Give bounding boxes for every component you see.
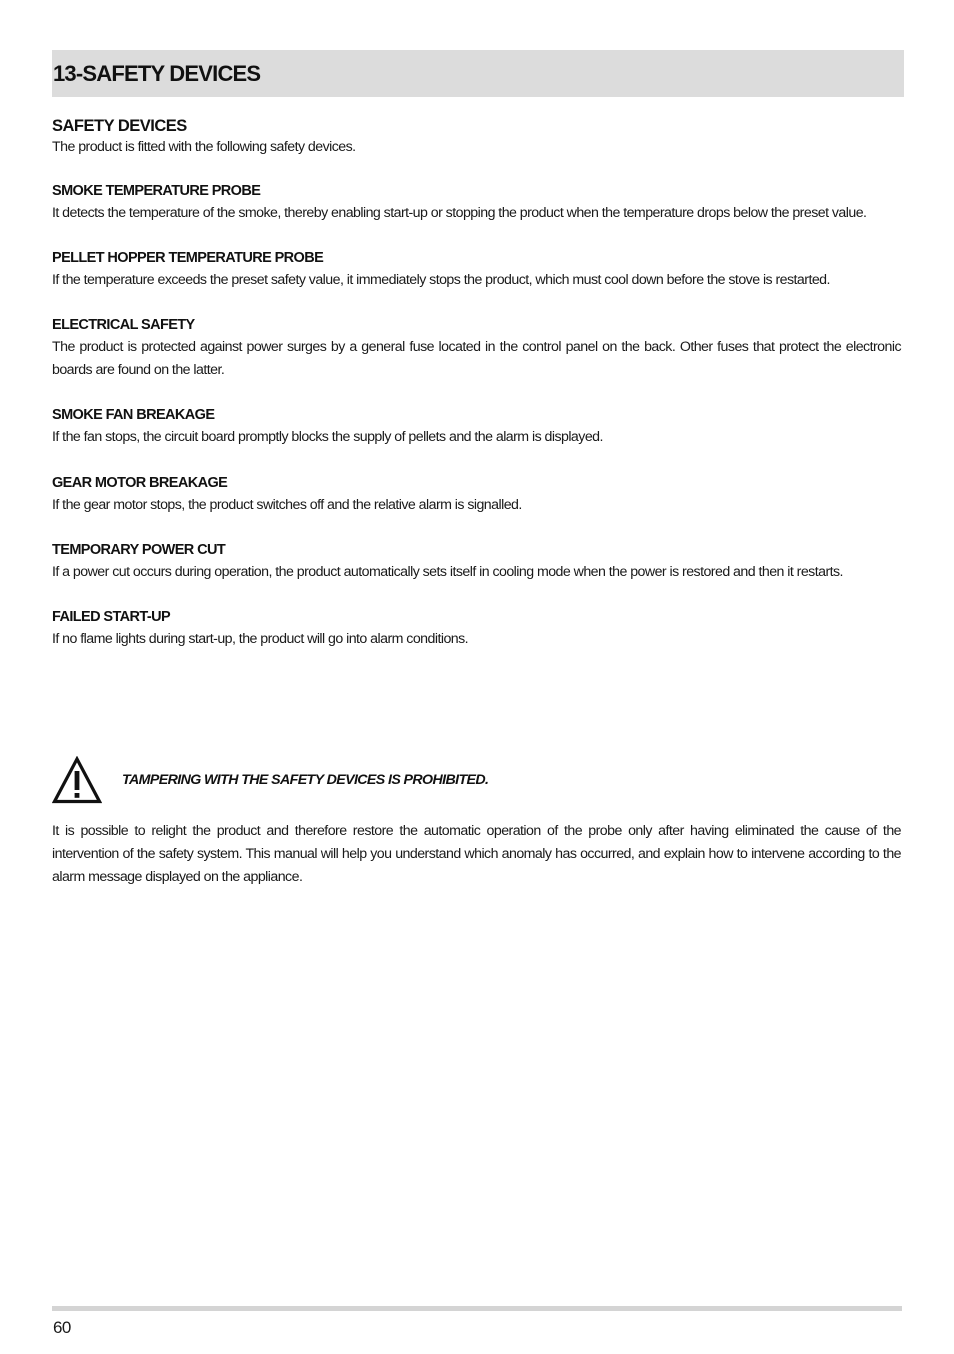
- section-title: TEMPORARY POWER CUT: [52, 542, 226, 558]
- intro-text: The product is fitted with the following safety devices.: [52, 139, 356, 155]
- section-title: ELECTRICAL SAFETY: [52, 317, 195, 333]
- intro-heading: SAFETY DEVICES: [52, 117, 187, 135]
- section-text: If a power cut occurs during operation, the product automatically sets itself in cooling mode when the power is restored and then it restarts.: [52, 564, 843, 580]
- section-text: If the gear motor stops, the product switches off and the relative alarm is signalled.: [52, 497, 522, 513]
- warning-triangle-icon: [52, 756, 102, 804]
- section-text: If the fan stops, the circuit board promptly blocks the supply of pellets and the alarm is displayed.: [52, 429, 603, 445]
- section-text: If the temperature exceeds the preset safety value, it immediately stops the product, which must cool down before the stove is restarted.: [52, 272, 830, 288]
- section-gear-motor-breakage: [52, 472, 904, 517]
- section-pellet-hopper-temperature-probe: [52, 247, 904, 292]
- section-electrical-safety: [52, 314, 904, 382]
- warning-text: TAMPERING WITH THE SAFETY DEVICES IS PROHIBITED.: [122, 772, 489, 788]
- section-title: SMOKE FAN BREAKAGE: [52, 407, 215, 423]
- section-title: SMOKE TEMPERATURE PROBE: [52, 183, 261, 199]
- document-page: [52, 50, 904, 889]
- section-text: The product is protected against power surges by a general fuse located in the control panel on the back. Other fuses that protect the electronic boards are found on the latter.: [52, 339, 901, 378]
- warning-box: [52, 756, 904, 804]
- closing-paragraph: It is possible to relight the product and therefore restore the automatic operation of the probe only after having eliminated the cause of the intervention of the safety system. This manual will help you understand which anomaly has occurred, and explain how to intervene according to the alarm message displayed on the appliance.: [52, 823, 901, 885]
- section-smoke-fan-breakage: [52, 404, 904, 449]
- section-failed-start-up: [52, 606, 904, 651]
- section-title: GEAR MOTOR BREAKAGE: [52, 475, 228, 491]
- footer-divider: [52, 1306, 902, 1311]
- chapter-title: 13-SAFETY DEVICES: [53, 60, 261, 86]
- section-text: If no flame lights during start-up, the product will go into alarm conditions.: [52, 631, 469, 647]
- section-title: FAILED START-UP: [52, 609, 171, 625]
- section-title: PELLET HOPPER TEMPERATURE PROBE: [52, 250, 324, 266]
- section-smoke-temperature-probe: [52, 180, 904, 225]
- section-text: It detects the temperature of the smoke, thereby enabling start-up or stopping the product when the temperature drops below the preset value.: [52, 205, 867, 221]
- chapter-header-bar: [52, 50, 904, 97]
- section-temporary-power-cut: [52, 539, 904, 584]
- page-number: 60: [53, 1318, 71, 1337]
